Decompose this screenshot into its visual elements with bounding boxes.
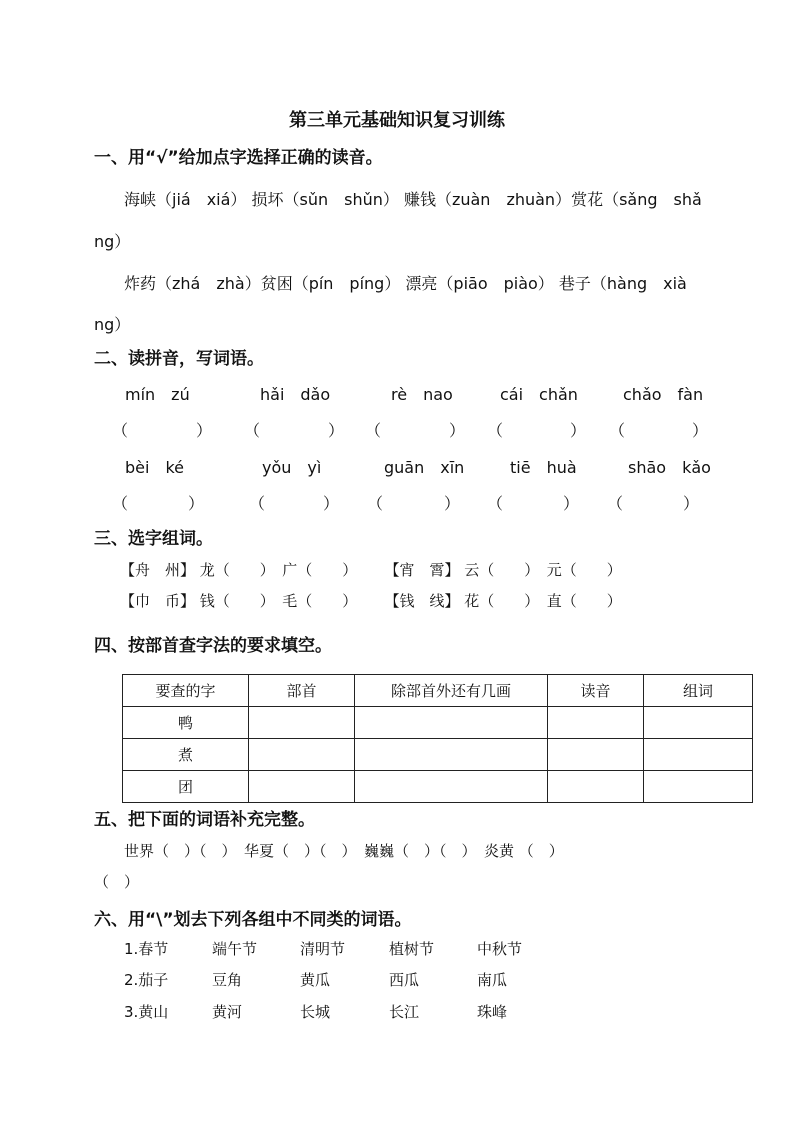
pinyin-word: tiē huà — [510, 458, 577, 477]
table-row — [123, 771, 753, 803]
blank-close: ） — [323, 494, 340, 513]
table-cell-blank — [548, 771, 644, 803]
table-cell-blank — [249, 771, 355, 803]
complete-words-line-1: 世界（ ）（ ） 华夏（ ）（ ） 巍巍（ ）（ ） 炎黄 （ ） — [124, 842, 564, 860]
table-row — [123, 739, 753, 771]
blank-close: ） — [449, 421, 466, 440]
table-header-cell: 要查的字 — [123, 675, 249, 707]
pinyin-word: mín zú — [125, 385, 190, 404]
table-cell-char: 团 — [123, 771, 249, 803]
pinyin-word: yǒu yì — [262, 458, 322, 477]
table-cell-blank — [249, 707, 355, 739]
list-item: 清明节 — [300, 940, 346, 958]
table-header-cell: 部首 — [249, 675, 355, 707]
section-5-heading: 五、把下面的词语补充完整。 — [94, 810, 315, 830]
section-2-heading: 二、读拼音，写词语。 — [94, 349, 264, 369]
blank-close: ） — [563, 494, 580, 513]
table-cell-blank — [644, 707, 753, 739]
table-cell-char: 煮 — [123, 739, 249, 771]
list-item: 3.黄山 — [124, 1003, 169, 1021]
list-item: 南瓜 — [477, 971, 508, 989]
blank-open: （ — [244, 421, 261, 440]
complete-words-line-2: （ ） — [94, 873, 140, 891]
blank-open: （ — [607, 494, 624, 513]
blank-close: ） — [188, 494, 205, 513]
table-cell-blank — [548, 739, 644, 771]
section-1-heading: 一、用“√”给加点字选择正确的读音。 — [94, 148, 383, 168]
blank-open: （ — [487, 494, 504, 513]
list-item: 长城 — [300, 1003, 331, 1021]
blank-close: ） — [196, 421, 213, 440]
blank-open: （ — [609, 421, 626, 440]
list-item: 端午节 — [212, 940, 258, 958]
table-row — [123, 707, 753, 739]
list-item: 1.春节 — [124, 940, 169, 958]
table-cell-blank — [644, 739, 753, 771]
list-item: 黄河 — [212, 1003, 243, 1021]
pinyin-word: cái chǎn — [500, 385, 578, 404]
blank-open: （ — [112, 421, 129, 440]
table-cell-blank — [355, 771, 548, 803]
pinyin-word: hǎi dǎo — [260, 385, 331, 404]
list-item: 珠峰 — [477, 1003, 508, 1021]
page-title: 第三单元基础知识复习训练 — [289, 110, 505, 131]
pinyin-word: bèi ké — [125, 458, 184, 477]
section-6-heading: 六、用“\”划去下列各组中不同类的词语。 — [94, 910, 412, 930]
table-header-cell: 读音 — [548, 675, 644, 707]
section-3-heading: 三、选字组词。 — [94, 529, 213, 549]
table-cell-blank — [355, 739, 548, 771]
blank-open: （ — [367, 494, 384, 513]
pinyin-choice-line-1: 海峡（jiá xiá） 损坏（sǔn shǔn） 赚钱（zuàn zhuàn）赏花（sǎng shǎ — [124, 190, 702, 209]
table-cell-blank — [644, 771, 753, 803]
blank-open: （ — [365, 421, 382, 440]
blank-close: ） — [444, 494, 461, 513]
blank-close: ） — [683, 494, 700, 513]
table-header-cell: 除部首外还有几画 — [355, 675, 548, 707]
pinyin-word: guān xīn — [384, 458, 465, 477]
list-item: 黄瓜 — [300, 971, 331, 989]
choose-char-line-2: 【巾 币】 钱（ ） 毛（ ） 【钱 线】 花（ ） 直（ ） — [120, 592, 622, 610]
table-cell-blank — [548, 707, 644, 739]
table-header-row — [123, 675, 753, 707]
blank-close: ） — [570, 421, 587, 440]
pinyin-word: chǎo fàn — [623, 385, 704, 404]
list-item: 中秋节 — [477, 940, 523, 958]
blank-close: ） — [692, 421, 709, 440]
table-cell-blank — [355, 707, 548, 739]
blank-open: （ — [487, 421, 504, 440]
blank-close: ） — [328, 421, 345, 440]
radical-lookup-table — [122, 674, 753, 803]
section-4-heading: 四、按部首查字法的要求填空。 — [94, 636, 332, 656]
table-cell-char: 鸭 — [123, 707, 249, 739]
table-cell-blank — [249, 739, 355, 771]
pinyin-word: shāo kǎo — [628, 458, 711, 477]
list-item: 豆角 — [212, 971, 243, 989]
pinyin-choice-line-2: 炸药（zhá zhà）贫困（pín píng） 漂亮（piāo piào） 巷子（hàng xià — [124, 274, 687, 293]
pinyin-choice-line-1-cont: ng） — [94, 232, 131, 251]
list-item: 2.茄子 — [124, 971, 169, 989]
table-header-cell: 组词 — [644, 675, 753, 707]
blank-open: （ — [112, 494, 129, 513]
list-item: 植树节 — [389, 940, 435, 958]
list-item: 西瓜 — [389, 971, 420, 989]
pinyin-word: rè nao — [391, 385, 453, 404]
blank-open: （ — [249, 494, 266, 513]
list-item: 长江 — [389, 1003, 420, 1021]
choose-char-line-1: 【舟 州】 龙（ ） 广（ ） 【宵 霄】 云（ ） 元（ ） — [120, 561, 622, 579]
pinyin-choice-line-2-cont: ng） — [94, 315, 131, 334]
